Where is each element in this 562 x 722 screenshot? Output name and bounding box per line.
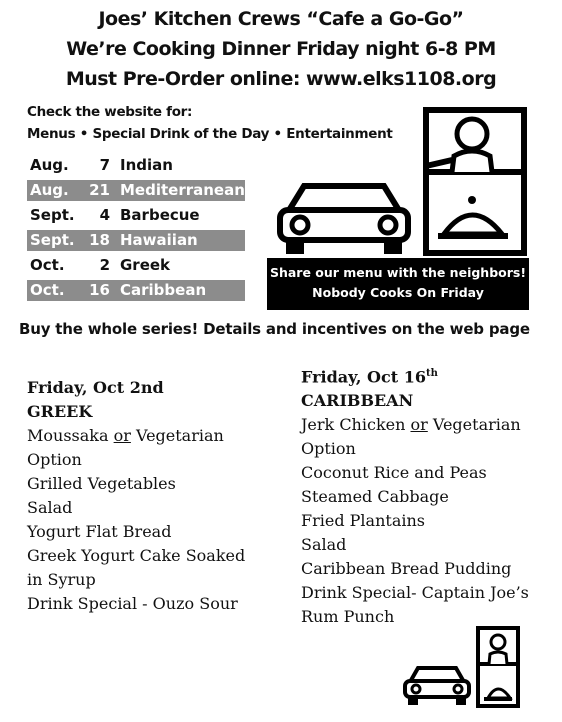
schedule-theme: Caribbean [120,281,207,299]
promo-banner [267,258,529,310]
promo-line-2: Nobody Cooks On Friday [312,285,484,300]
schedule-month: Sept. [30,206,75,224]
menu-date [301,362,551,389]
website-check-text: Check the website for: [27,104,193,120]
schedule-row [27,230,245,251]
menu-item: Fried Plantains [301,511,425,531]
schedule-row [27,155,245,176]
menu-item: Rum Punch [301,607,395,627]
menu-caribbean [301,362,551,629]
menu-item: Option [301,439,356,459]
schedule-theme: Hawaiian [120,231,198,249]
menu-item: Drink Special - Ouzo Sour [27,594,238,613]
promo-line-1: Share our menu with the neighbors! [269,265,527,280]
schedule-day: 4 [99,206,110,224]
menu-cuisine: CARIBBEAN [301,391,414,411]
schedule-month: Aug. [30,156,69,174]
menu-item-or: or [410,415,428,435]
menu-item-text: Jerk Chicken [301,415,411,435]
menu-item-text: Vegetarian [130,426,224,445]
series-note: Buy the whole series! Details and incentives on the web page [19,320,530,338]
header-dinner-time: We’re Cooking Dinner Friday night 6-8 PM [66,38,496,60]
menu-date: Friday, Oct 2nd [27,378,164,397]
menu-item: Coconut Rice and Peas [301,463,487,483]
schedule-theme: Barbecue [120,206,200,224]
menu-item: Greek Yogurt Cake Soaked [27,546,246,565]
menu-greek [27,376,277,616]
schedule-row [27,255,245,276]
header-preorder: Must Pre-Order online: www.elks1108.org [65,68,497,90]
schedule-day: 16 [89,281,110,299]
schedule-day: 18 [89,231,110,249]
menu-item: Salad [27,498,73,517]
schedule-month: Aug. [30,181,69,199]
menu-item: Caribbean Bread Pudding [301,559,512,579]
menu-item: Steamed Cabbage [301,487,449,507]
schedule-day: 21 [89,181,110,199]
menu-item-or: or [113,426,131,445]
menu-date-text: Friday, Oct 16 [301,367,426,387]
schedule-month: Oct. [30,256,65,274]
menu-item: Drink Special- Captain Joe’s [301,583,529,603]
schedule-day: 2 [99,256,110,274]
menu-item: Option [27,450,82,469]
schedule-theme: Greek [120,256,171,274]
menu-item: Grilled Vegetables [27,474,176,493]
menu-item [301,413,551,437]
schedule-day: 7 [99,156,110,174]
header-title: Joes’ Kitchen Crews “Cafe a Go-Go” [98,8,464,30]
schedule-theme: Indian [120,156,173,174]
menu-item-text: Moussaka [27,426,114,445]
menu-item: in Syrup [27,570,96,589]
schedule-row [27,180,245,201]
menu-item: Salad [301,535,347,555]
schedule-theme: Mediterranean [120,181,245,199]
menu-item [27,424,277,448]
schedule-row [27,280,245,301]
schedule-row [27,205,245,226]
drive-thru-car-chef-small-icon [402,626,522,710]
menu-item-text: Vegetarian [427,415,521,435]
menu-date-suffix: th [425,368,438,379]
schedule-month: Oct. [30,281,65,299]
menu-cuisine: GREEK [27,402,93,421]
drive-thru-car-chef-icon [276,104,530,260]
website-features-text: Menus • Special Drink of the Day • Entertainment [27,126,393,142]
schedule-month: Sept. [30,231,75,249]
menu-item: Yogurt Flat Bread [27,522,172,541]
